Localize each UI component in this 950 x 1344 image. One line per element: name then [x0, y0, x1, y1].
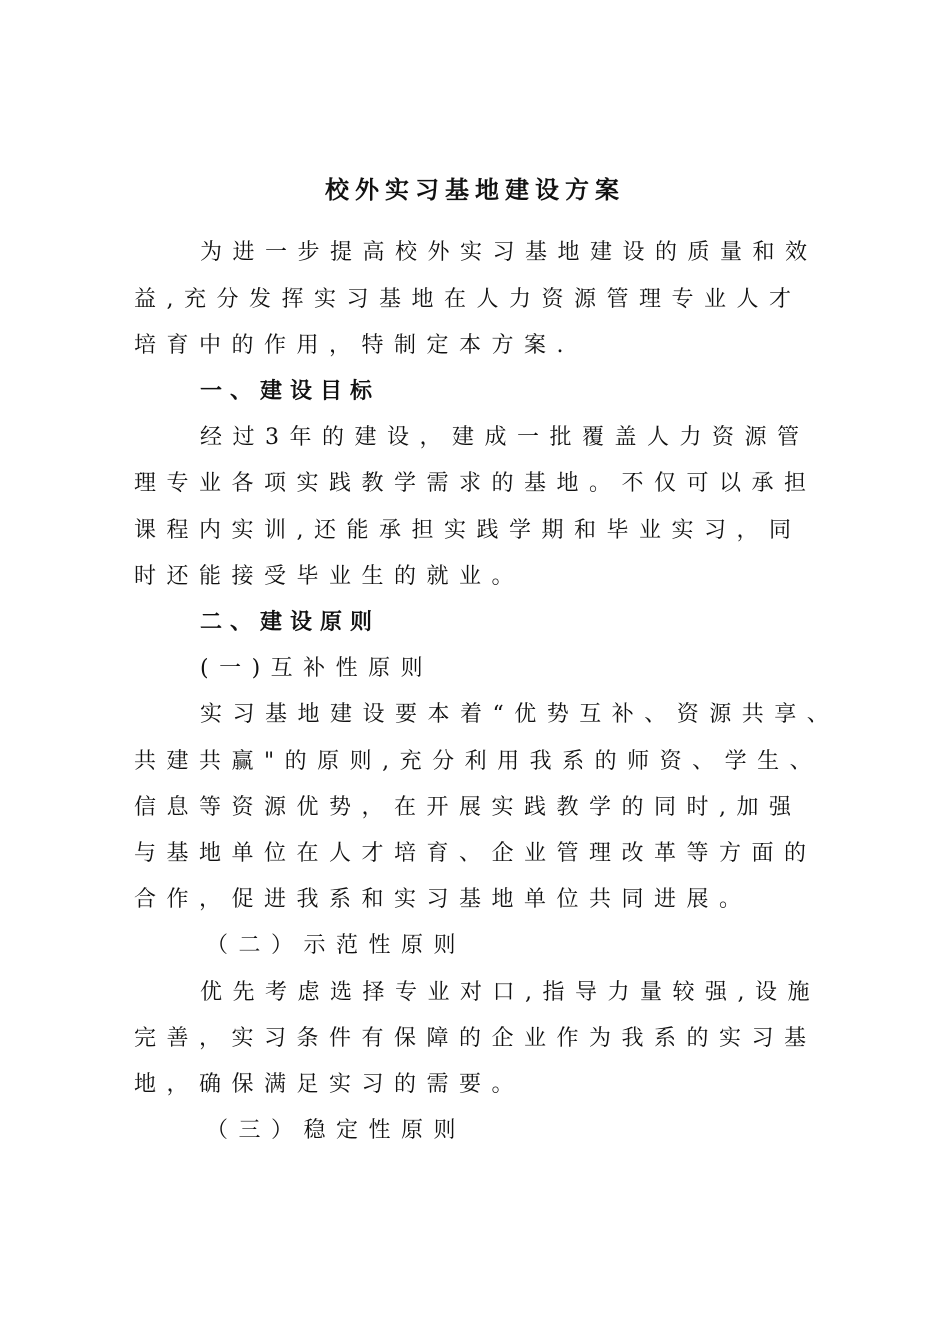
paragraph-line: 培育中的作用，特制定本方案. — [134, 333, 574, 358]
paragraph-line: 完善，实习条件有保障的企业作为我系的实习基 — [134, 1026, 817, 1051]
paragraph-line: 课程内实训,还能承担实践学期和毕业实习，同 — [134, 518, 802, 543]
subsection-heading: (一)互补性原则 — [200, 656, 434, 681]
subsection-heading: （二）示范性原则 — [206, 933, 467, 958]
paragraph-line: 理专业各项实践教学需求的基地。不仅可以承担 — [134, 471, 817, 496]
paragraph-line: 益,充分发挥实习基地在人力资源管理专业人才 — [134, 287, 802, 312]
paragraph-line: 为进一步提高校外实习基地建设的质量和效 — [200, 240, 818, 265]
paragraph-line: 时还能接受毕业生的就业。 — [134, 564, 525, 589]
paragraph-line: 共建共赢"的原则,充分利用我系的师资、学生、 — [134, 749, 823, 774]
paragraph-line: 实习基地建设要本着“优势互补、资源共享、 — [200, 702, 840, 727]
paragraph-line: 与基地单位在人才培育、企业管理改革等方面的 — [134, 841, 817, 866]
paragraph-line: 经过3年的建设，建成一批覆盖人力资源管 — [200, 425, 810, 450]
paragraph-line: 信息等资源优势，在开展实践教学的同时,加强 — [134, 795, 802, 820]
subsection-heading: （三）稳定性原则 — [206, 1118, 467, 1143]
paragraph-line: 合作，促进我系和实习基地单位共同进展。 — [134, 887, 752, 912]
document-title: 校外实习基地建设方案 — [325, 175, 625, 204]
paragraph-line: 地，确保满足实习的需要。 — [134, 1072, 525, 1097]
section-heading: 二、建设原则 — [200, 609, 381, 635]
paragraph-line: 优先考虑选择专业对口,指导力量较强,设施 — [200, 980, 820, 1005]
section-heading: 一、建设目标 — [200, 378, 381, 404]
